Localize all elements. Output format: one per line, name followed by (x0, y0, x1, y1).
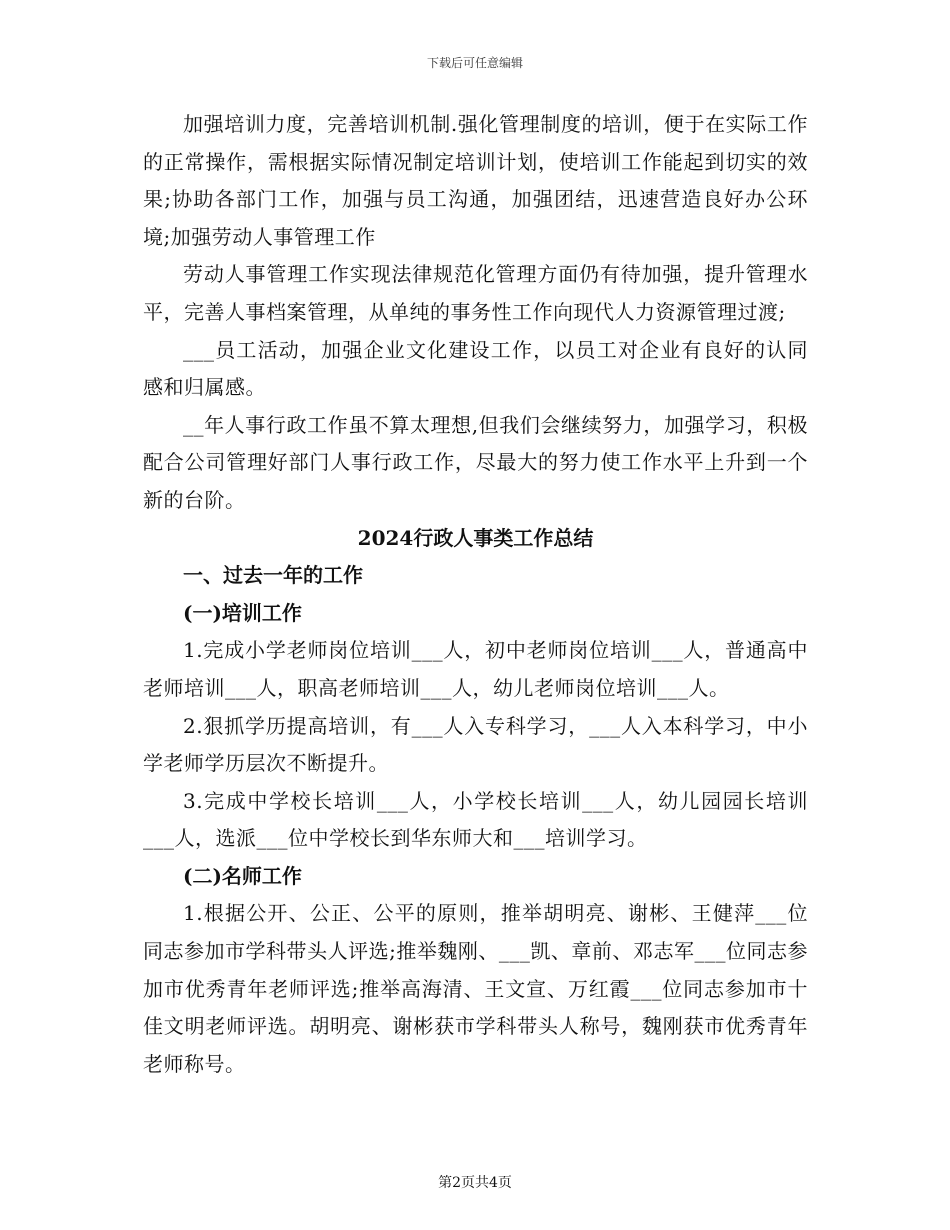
paragraph-labor-management: 劳动人事管理工作实现法律规范化管理方面仍有待加强，提升管理水平，完善人事档案管理，从单纯的事务性工作向现代人力资源管理过渡; (143, 262, 808, 324)
paragraph-training-item-3: 3.完成中学校长培训___人，小学校长培训___人，幼儿园园长培训___人，选派___位中学校长到华东师大和___培训学习。 (143, 788, 808, 851)
paragraph-employee-activities: ___员工活动，加强企业文化建设工作，以员工对企业有良好的认同感和归属感。 (143, 337, 808, 400)
section-heading-past-year: 一、过去一年的工作 (183, 563, 363, 588)
page-number: 第2页共4页 (438, 1175, 512, 1191)
paragraph-year-summary: __年人事行政工作虽不算太理想,但我们会继续努力，加强学习，积极配合公司管理好部门人事行政工作，尽最大的努力使工作水平上升到一个新的台阶。 (143, 412, 808, 512)
document-title: 2024行政人事类工作总结 (357, 525, 594, 550)
paragraph-famous-teachers-item-1: 1.根据公开、公正、公平的原则，推举胡明亮、谢彬、王健萍___位同志参加市学科带头人评选;推举魏刚、___凯、章前、邓志军___位同志参加市优秀青年老师评选;推举高海清、王文宣、万红霞___位同志参加市十佳文明老师评选。胡明亮、谢彬获市学科带头人称号，魏刚获市优秀青年老师称号。 (143, 901, 808, 1076)
paragraph-training-item-2: 2.狠抓学历提高培训，有___人入专科学习，___人入本科学习，中小学老师学历层次不断提升。 (143, 713, 808, 776)
paragraph-training-item-1: 1.完成小学老师岗位培训___人，初中老师岗位培训___人，普通高中老师培训___人，职高老师培训___人，幼儿老师岗位培训___人。 (143, 638, 808, 700)
subsection-heading-training: (一)培训工作 (183, 600, 302, 625)
subsection-heading-famous-teachers: (二)名师工作 (183, 863, 302, 888)
paragraph-training: 加强培训力度，完善培训机制.强化管理制度的培训，便于在实际工作的正常操作，需根据实际情况制定培训计划，使培训工作能起到切实的效果;协助各部门工作，加强与员工沟通，加强团结，迅速营造良好办公环境;加强劳动人事管理工作 (143, 112, 808, 249)
page-header: 下载后可任意编辑 (426, 56, 523, 70)
document-body (143, 106, 808, 1083)
